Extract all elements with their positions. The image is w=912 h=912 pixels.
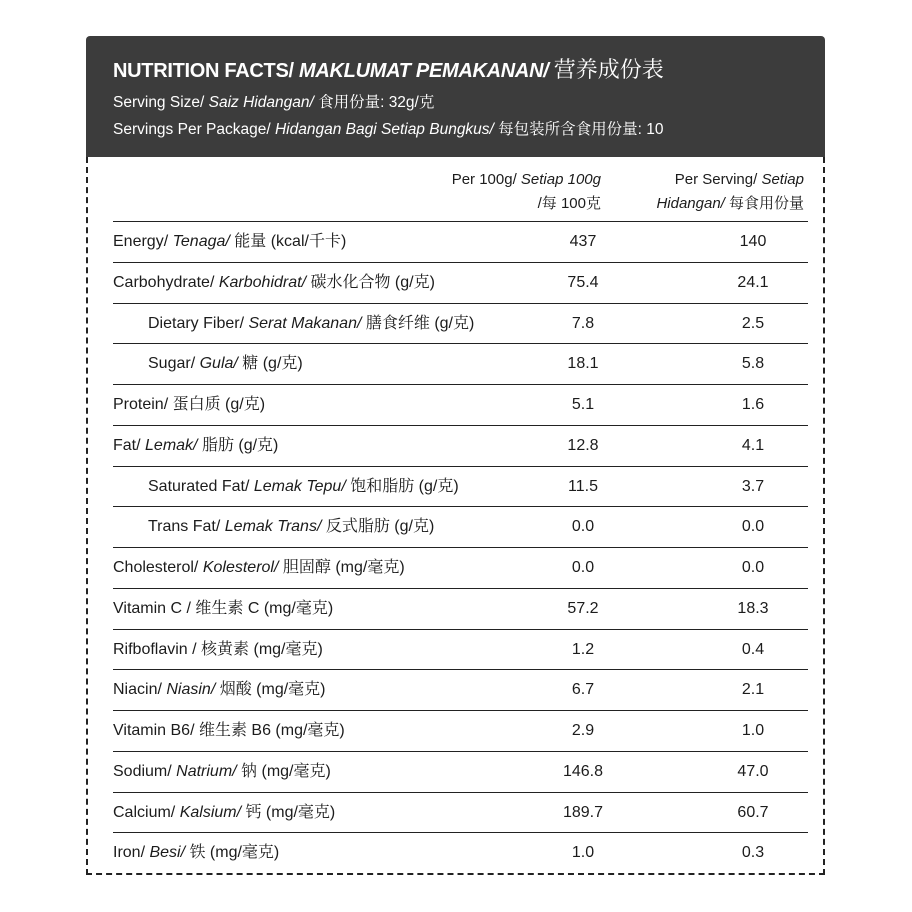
value-per-100g: 57.2 bbox=[567, 599, 599, 617]
nutrient-name-zh: 钙 (mg/毫克) bbox=[245, 803, 336, 821]
nutrient-name bbox=[113, 263, 435, 302]
nutrient-row bbox=[113, 343, 808, 384]
nutrient-row bbox=[113, 588, 808, 629]
nutrient-name-ms: Gula/ bbox=[199, 355, 243, 373]
nutrient-name bbox=[113, 548, 405, 587]
nutrient-name-en: Protein/ bbox=[113, 396, 173, 413]
value-per-serving: 2.1 bbox=[741, 681, 765, 699]
value-per-100g: 1.0 bbox=[571, 844, 595, 862]
value-per-100g: 146.8 bbox=[562, 762, 604, 780]
value-per-100g: 12.8 bbox=[567, 436, 599, 454]
nutrient-name-ms: Lemak/ bbox=[145, 436, 202, 454]
nutrient-name-en: Calcium/ bbox=[113, 803, 180, 821]
nutrient-row bbox=[113, 832, 808, 873]
nutrient-name-en: Rifboflavin / bbox=[113, 640, 202, 658]
nutrient-name bbox=[113, 833, 279, 872]
nutrient-name-ms: Karbohidrat/ bbox=[218, 273, 311, 291]
nutrient-name bbox=[113, 630, 323, 669]
nutrient-row bbox=[113, 629, 808, 670]
value-per-100g: 2.9 bbox=[571, 722, 595, 739]
column-header-per-serving-zh: 每食用份量 bbox=[724, 195, 804, 212]
nutrient-name-zh: 铁 (mg/毫克) bbox=[189, 844, 280, 862]
value-per-serving: 60.7 bbox=[737, 803, 769, 821]
nutrient-row bbox=[113, 710, 808, 751]
column-header-per-100g-en: Per 100g/ bbox=[451, 171, 521, 188]
value-per-100g: 5.1 bbox=[571, 396, 595, 413]
nutrient-name-en: Iron/ bbox=[113, 844, 150, 862]
nutrient-rows bbox=[113, 221, 808, 873]
nutrient-name bbox=[148, 344, 303, 383]
column-header-per-serving-ms-2: Hidangan/ bbox=[656, 195, 725, 212]
nutrient-name-zh: 钠 (mg/毫克) bbox=[241, 762, 331, 780]
label-title bbox=[113, 57, 664, 84]
nutrient-row bbox=[113, 792, 808, 833]
value-per-serving: 140 bbox=[739, 233, 767, 250]
value-per-serving: 0.4 bbox=[741, 640, 765, 658]
nutrient-name-zh: 蛋白质 (g/克) bbox=[172, 396, 266, 413]
nutrient-name bbox=[113, 670, 326, 709]
nutrient-row bbox=[113, 466, 808, 507]
nutrient-name-en: Dietary Fiber/ bbox=[148, 314, 249, 332]
nutrient-name-zh: 维生素 C (mg/毫克) bbox=[195, 599, 334, 617]
nutrient-row bbox=[113, 669, 808, 710]
nutrient-row bbox=[113, 547, 808, 588]
column-header-per-serving bbox=[656, 168, 804, 216]
nutrient-row bbox=[113, 425, 808, 466]
value-per-serving: 24.1 bbox=[737, 273, 769, 291]
nutrient-row bbox=[113, 221, 808, 262]
nutrient-name-en: Sugar/ bbox=[148, 355, 200, 373]
column-header-per-100g bbox=[452, 168, 601, 216]
nutrient-name-en: Vitamin C / bbox=[113, 599, 196, 617]
nutrition-facts-label bbox=[86, 36, 825, 875]
value-per-serving: 47.0 bbox=[737, 762, 769, 780]
nutrient-name-en: Sodium/ bbox=[113, 762, 177, 780]
value-per-serving: 3.7 bbox=[741, 477, 765, 495]
nutrient-name bbox=[113, 793, 335, 832]
value-per-100g: 0.0 bbox=[571, 518, 595, 536]
nutrient-name bbox=[113, 385, 265, 424]
nutrient-name-ms: Besi/ bbox=[149, 844, 190, 862]
nutrient-name bbox=[113, 589, 333, 628]
nutrient-name-zh: 糖 (g/克) bbox=[242, 355, 303, 373]
nutrient-table bbox=[86, 157, 825, 875]
nutrient-name bbox=[148, 304, 474, 343]
nutrient-name-ms: Niasin/ bbox=[166, 681, 220, 699]
label-header bbox=[86, 36, 825, 157]
value-per-100g: 1.2 bbox=[571, 640, 595, 658]
nutrient-row bbox=[113, 506, 808, 547]
title-ms: MAKLUMAT PEMAKANAN/ bbox=[299, 60, 554, 82]
nutrient-name-ms: Kalsium/ bbox=[179, 803, 246, 821]
value-per-100g: 0.0 bbox=[571, 559, 595, 576]
nutrient-row bbox=[113, 384, 808, 425]
nutrient-name bbox=[113, 711, 345, 750]
value-per-serving: 0.0 bbox=[741, 559, 765, 576]
serving-size-en: Serving Size/ bbox=[113, 94, 209, 111]
nutrient-name-zh: 脂肪 (g/克) bbox=[201, 436, 279, 454]
value-per-100g: 6.7 bbox=[571, 681, 595, 699]
nutrient-name-zh: 胆固醇 (mg/毫克) bbox=[282, 559, 405, 576]
nutrient-name-ms: Lemak Trans/ bbox=[224, 518, 326, 536]
column-header-per-100g-ms: Setiap 100g bbox=[520, 171, 601, 188]
nutrient-row bbox=[113, 262, 808, 303]
nutrient-row bbox=[113, 751, 808, 792]
nutrient-name-zh: 膳食纤维 (g/克) bbox=[365, 314, 475, 332]
column-header-per-serving-ms: Setiap bbox=[761, 171, 804, 188]
value-per-serving: 1.6 bbox=[741, 396, 765, 413]
value-per-serving: 2.5 bbox=[741, 314, 765, 332]
column-headers bbox=[113, 157, 808, 221]
nutrient-name-en: Carbohydrate/ bbox=[113, 273, 219, 291]
nutrient-name-ms: Serat Makanan/ bbox=[248, 314, 366, 332]
column-header-per-100g-zh: /每 100克 bbox=[537, 195, 601, 212]
value-per-100g: 75.4 bbox=[567, 273, 599, 291]
value-per-serving: 1.0 bbox=[741, 722, 765, 739]
nutrient-name-ms: Tenaga/ bbox=[172, 233, 235, 250]
value-per-100g: 11.5 bbox=[568, 477, 598, 495]
value-per-100g: 18.1 bbox=[567, 355, 599, 373]
nutrient-name-en: Saturated Fat/ bbox=[148, 477, 254, 495]
nutrient-name-ms: Lemak Tepu/ bbox=[253, 477, 351, 495]
serving-size-ms: Saiz Hidangan/ bbox=[208, 94, 319, 111]
title-zh: 营养成份表 bbox=[553, 57, 664, 82]
servings-per-package bbox=[113, 120, 664, 140]
nutrient-name-en: Cholesterol/ bbox=[113, 559, 203, 576]
nutrient-name-en: Niacin/ bbox=[113, 681, 167, 699]
nutrient-name-zh: 核黄素 (mg/毫克) bbox=[201, 640, 323, 658]
servings-per-package-ms: Hidangan Bagi Setiap Bungkus/ bbox=[274, 121, 499, 138]
nutrient-name bbox=[148, 507, 434, 546]
column-header-per-serving-en: Per Serving/ bbox=[674, 171, 762, 188]
nutrient-name-en: Fat/ bbox=[113, 436, 146, 454]
nutrient-name-zh: 维生素 B6 (mg/毫克) bbox=[198, 722, 345, 739]
value-per-serving: 5.8 bbox=[741, 355, 765, 373]
nutrient-row bbox=[113, 303, 808, 344]
nutrient-name bbox=[113, 222, 346, 261]
nutrient-name-ms: Kolesterol/ bbox=[202, 559, 283, 576]
nutrient-name-ms: Natrium/ bbox=[176, 762, 242, 780]
nutrient-name bbox=[113, 426, 278, 465]
value-per-100g: 437 bbox=[569, 233, 597, 250]
servings-per-package-en: Servings Per Package/ bbox=[113, 121, 275, 138]
value-per-serving: 18.3 bbox=[737, 599, 769, 617]
nutrient-name-en: Trans Fat/ bbox=[148, 518, 225, 536]
value-per-serving: 4.1 bbox=[741, 436, 765, 454]
nutrient-name-zh: 反式脂肪 (g/克) bbox=[325, 518, 435, 536]
nutrient-name-zh: 碳水化合物 (g/克) bbox=[310, 273, 435, 291]
servings-per-package-zh: 每包装所含食用份量: 10 bbox=[498, 121, 664, 138]
serving-size-zh: 食用份量: 32g/克 bbox=[318, 94, 435, 111]
value-per-100g: 7.8 bbox=[571, 314, 595, 332]
value-per-serving: 0.0 bbox=[741, 518, 765, 536]
nutrient-name bbox=[113, 752, 331, 791]
nutrient-name bbox=[148, 467, 459, 506]
serving-size bbox=[113, 93, 434, 113]
nutrient-name-en: Vitamin B6/ bbox=[113, 722, 199, 739]
value-per-100g: 189.7 bbox=[562, 803, 604, 821]
nutrient-name-zh: 饱和脂肪 (g/克) bbox=[350, 477, 459, 495]
nutrient-name-zh: 能量 (kcal/千卡) bbox=[234, 233, 347, 250]
nutrient-name-en: Energy/ bbox=[113, 233, 173, 250]
nutrient-name-zh: 烟酸 (mg/毫克) bbox=[219, 681, 326, 699]
value-per-serving: 0.3 bbox=[741, 844, 765, 862]
title-en: NUTRITION FACTS/ bbox=[113, 60, 300, 82]
